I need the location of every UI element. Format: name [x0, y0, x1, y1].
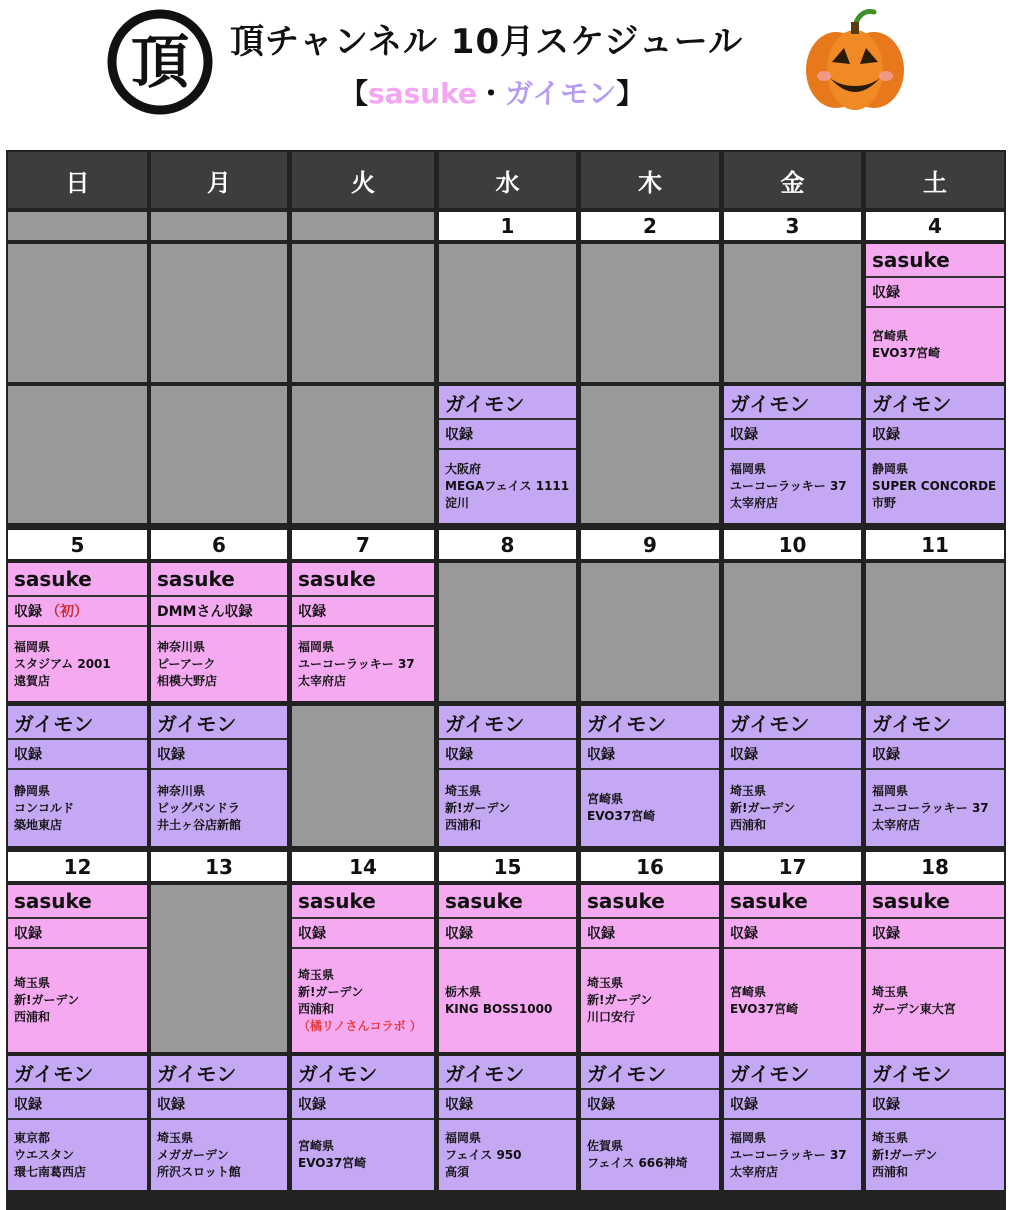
recording-label	[866, 278, 1004, 308]
venue-line: ユーコーラッキー 37	[730, 1147, 847, 1162]
date-cell: 7	[292, 530, 434, 559]
recording-label	[581, 740, 719, 770]
performer-name: ガイモン	[866, 386, 1004, 420]
recording-text: 収録	[445, 926, 473, 942]
venue-location	[292, 949, 434, 1052]
venue-line: 西浦和	[445, 817, 482, 832]
empty-slot	[8, 244, 147, 382]
venue-location	[151, 770, 287, 846]
venue-line: EVO37宮崎	[298, 1156, 367, 1170]
venue-line: ウエスタン	[14, 1147, 75, 1162]
collab-note: （橘リノさんコラボ ）	[298, 1018, 422, 1033]
venue-line: 西浦和	[730, 817, 767, 832]
weekday-header: 木	[581, 152, 719, 208]
empty-date-cell	[151, 212, 287, 240]
date-cell: 14	[292, 852, 434, 881]
date-cell: 13	[151, 852, 287, 881]
empty-slot	[439, 563, 576, 701]
venue-location	[8, 1120, 147, 1190]
recording-text: 収録	[157, 747, 185, 763]
empty-slot	[292, 244, 434, 382]
venue-line: 東京都	[14, 1130, 51, 1145]
gaimon-event[interactable]	[866, 386, 1004, 523]
venue-line: 西浦和	[298, 1001, 335, 1016]
performer-name: sasuke	[439, 885, 576, 919]
venue-location	[439, 1120, 576, 1190]
performer-name: ガイモン	[581, 1056, 719, 1090]
recording-text: 収録	[730, 427, 758, 443]
recording-label	[8, 919, 147, 949]
event-card	[292, 563, 434, 701]
performer-name: sasuke	[8, 885, 147, 919]
empty-slot	[581, 386, 719, 523]
recording-text: 収録	[298, 1097, 326, 1113]
venue-line: メガガーデン	[157, 1147, 229, 1162]
venue-location	[724, 450, 861, 523]
venue-location	[581, 770, 719, 846]
venue-line: EVO37宮崎	[730, 1001, 799, 1016]
performer-name: ガイモン	[8, 1056, 147, 1090]
recording-label	[292, 1090, 434, 1120]
event-card	[724, 885, 861, 1052]
venue-location	[581, 1120, 719, 1190]
event-card	[724, 386, 861, 523]
venue-line: 西浦和	[872, 1164, 909, 1179]
venue-line: 太宰府店	[730, 1164, 779, 1179]
date-cell: 5	[8, 530, 147, 559]
performer-name: ガイモン	[439, 706, 576, 740]
gaimon-event[interactable]	[581, 706, 719, 846]
date-cell: 11	[866, 530, 1004, 559]
event-card	[439, 885, 576, 1052]
subtitle-separator: ・	[477, 77, 506, 110]
venue-location	[724, 1120, 861, 1190]
performer-name: sasuke	[866, 885, 1004, 919]
venue-line: 遠賀店	[14, 673, 51, 688]
recording-text: 収録	[14, 1097, 42, 1113]
venue-line: ユーコーラッキー 37	[298, 656, 415, 671]
venue-line: 太宰府店	[872, 817, 921, 832]
event-card	[292, 1056, 434, 1190]
subtitle-sasuke: sasuke	[368, 77, 478, 110]
event-card	[292, 885, 434, 1052]
venue-location	[581, 949, 719, 1052]
recording-text: 収録	[730, 1097, 758, 1113]
venue-line: 埼玉県	[730, 783, 767, 798]
empty-slot	[581, 563, 719, 701]
performer-name: ガイモン	[151, 1056, 287, 1090]
empty-slot	[151, 244, 287, 382]
venue-line: 新!ガーデン	[445, 800, 511, 815]
empty-slot	[581, 244, 719, 382]
gaimon-event[interactable]	[866, 1056, 1004, 1190]
event-card	[151, 706, 287, 846]
recording-text: 収録	[298, 604, 326, 620]
empty-slot	[866, 563, 1004, 701]
event-card	[439, 706, 576, 846]
performer-name: ガイモン	[866, 706, 1004, 740]
recording-text: 収録	[587, 1097, 615, 1113]
venue-line: 新!ガーデン	[587, 993, 653, 1007]
performer-name: ガイモン	[724, 1056, 861, 1090]
recording-label	[8, 1090, 147, 1120]
weekday-header: 水	[439, 152, 576, 208]
sasuke-event[interactable]	[292, 563, 434, 701]
date-cell: 16	[581, 852, 719, 881]
event-card	[866, 1056, 1004, 1190]
performer-name: ガイモン	[724, 386, 861, 420]
event-card	[8, 706, 147, 846]
gaimon-event[interactable]	[439, 1056, 576, 1190]
event-card	[866, 885, 1004, 1052]
venue-line: 栃木県	[445, 984, 482, 999]
venue-line: 福岡県	[872, 783, 909, 798]
date-cell: 1	[439, 212, 576, 240]
sasuke-event[interactable]	[292, 885, 434, 1052]
recording-label	[866, 1090, 1004, 1120]
empty-slot	[151, 386, 287, 523]
performer-name: sasuke	[292, 885, 434, 919]
venue-location	[866, 949, 1004, 1052]
venue-line: 福岡県	[730, 462, 767, 476]
performer-name: ガイモン	[439, 386, 576, 420]
venue-location	[151, 627, 287, 701]
sasuke-event[interactable]	[439, 885, 576, 1052]
performer-name: sasuke	[581, 885, 719, 919]
event-card	[8, 563, 147, 701]
empty-date-cell	[8, 212, 147, 240]
sasuke-event[interactable]	[581, 885, 719, 1052]
recording-label	[439, 740, 576, 770]
performer-name: sasuke	[866, 244, 1004, 278]
calendar-grid	[6, 150, 1006, 1210]
date-cell: 2	[581, 212, 719, 240]
venue-line: 太宰府店	[730, 496, 779, 510]
schedule-header	[0, 0, 1014, 140]
venue-line: 太宰府店	[298, 673, 347, 688]
recording-text: 収録	[14, 604, 42, 620]
event-card	[8, 885, 147, 1052]
venue-location	[8, 627, 147, 701]
recording-label	[724, 1090, 861, 1120]
recording-label	[439, 919, 576, 949]
empty-slot	[151, 885, 287, 1052]
event-card	[439, 386, 576, 523]
page-subtitle	[340, 72, 644, 112]
venue-line: 佐賀県	[587, 1139, 624, 1153]
venue-location	[724, 949, 861, 1052]
recording-label	[292, 597, 434, 627]
venue-line: 築地東店	[14, 817, 63, 832]
recording-text: 収録	[14, 747, 42, 763]
event-card	[581, 1056, 719, 1190]
recording-label	[151, 597, 287, 627]
recording-label	[8, 740, 147, 770]
recording-text: 収録	[872, 747, 900, 763]
venue-line: ガーデン東大宮	[872, 1001, 956, 1016]
venue-line: コンコルド	[14, 800, 75, 815]
venue-line: 川口安行	[587, 1010, 636, 1024]
performer-name: ガイモン	[866, 1056, 1004, 1090]
venue-line: 埼玉県	[14, 976, 51, 990]
venue-line: 西浦和	[14, 1010, 51, 1024]
event-card	[581, 885, 719, 1052]
recording-text: 収録	[445, 427, 473, 443]
sasuke-event[interactable]	[866, 244, 1004, 382]
venue-line: 宮崎県	[872, 329, 909, 343]
venue-line: 相模大野店	[157, 673, 218, 688]
recording-label	[866, 919, 1004, 949]
venue-location	[866, 770, 1004, 846]
event-card	[866, 706, 1004, 846]
performer-name: sasuke	[724, 885, 861, 919]
recording-label	[439, 420, 576, 450]
subtitle-gaimon: ガイモン	[505, 77, 617, 110]
venue-line: 福岡県	[730, 1130, 767, 1145]
gaimon-event[interactable]	[724, 386, 861, 523]
empty-slot	[724, 244, 861, 382]
empty-slot	[724, 563, 861, 701]
venue-line: 埼玉県	[157, 1130, 194, 1145]
gaimon-event[interactable]	[581, 1056, 719, 1190]
venue-line: ユーコーラッキー 37	[872, 800, 989, 815]
venue-line: MEGAフェイス 1111	[445, 479, 570, 493]
recording-note: （初）	[46, 604, 88, 620]
empty-slot	[8, 386, 147, 523]
date-cell: 3	[724, 212, 861, 240]
recording-text: 収録	[587, 747, 615, 763]
event-card	[151, 1056, 287, 1190]
recording-text: 収録	[730, 747, 758, 763]
weekday-header: 月	[151, 152, 287, 208]
venue-line: 井土ヶ谷店新館	[157, 817, 242, 832]
recording-text: 収録	[445, 747, 473, 763]
venue-line: EVO37宮崎	[587, 809, 656, 823]
recording-label	[439, 1090, 576, 1120]
performer-name: ガイモン	[581, 706, 719, 740]
venue-line: フェイス 950	[445, 1147, 522, 1162]
performer-name: sasuke	[151, 563, 287, 597]
logo-glyph: 頂	[130, 28, 190, 96]
venue-line: 埼玉県	[587, 976, 624, 990]
event-card	[724, 706, 861, 846]
venue-line: 宮崎県	[587, 792, 624, 806]
recording-label	[724, 740, 861, 770]
venue-line: 福岡県	[298, 639, 335, 654]
venue-location	[724, 770, 861, 846]
date-cell: 17	[724, 852, 861, 881]
subtitle-bracket-close: 】	[616, 77, 645, 110]
event-card	[581, 706, 719, 846]
venue-line: 埼玉県	[872, 1130, 909, 1145]
sasuke-event[interactable]	[8, 563, 147, 701]
recording-label	[581, 1090, 719, 1120]
performer-name: ガイモン	[724, 706, 861, 740]
date-cell: 15	[439, 852, 576, 881]
venue-line: 静岡県	[872, 462, 909, 476]
venue-location	[439, 770, 576, 846]
empty-slot	[439, 244, 576, 382]
venue-location	[439, 450, 576, 523]
date-cell: 18	[866, 852, 1004, 881]
event-card	[866, 244, 1004, 382]
sasuke-event[interactable]	[724, 885, 861, 1052]
venue-line: スタジアム 2001	[14, 656, 111, 671]
event-card	[439, 1056, 576, 1190]
venue-line: 埼玉県	[298, 967, 335, 982]
empty-slot	[292, 386, 434, 523]
empty-slot	[292, 706, 434, 846]
date-cell: 12	[8, 852, 147, 881]
venue-line: 環七南葛西店	[14, 1164, 87, 1179]
recording-text: DMMさん収録	[157, 604, 253, 620]
recording-label	[724, 420, 861, 450]
recording-text: 収録	[872, 285, 900, 301]
page-title: 頂チャンネル 10月スケジュール	[230, 22, 744, 62]
venue-line: 宮崎県	[730, 984, 767, 999]
venue-line: EVO37宮崎	[872, 346, 941, 360]
venue-line: KING BOSS1000	[445, 1001, 553, 1016]
subtitle-bracket-open: 【	[340, 77, 369, 110]
date-cell: 8	[439, 530, 576, 559]
venue-location	[866, 450, 1004, 523]
venue-line: 福岡県	[14, 639, 51, 654]
gaimon-event[interactable]	[724, 1056, 861, 1190]
event-card	[866, 386, 1004, 523]
event-card	[724, 1056, 861, 1190]
performer-name: ガイモン	[439, 1056, 576, 1090]
gaimon-event[interactable]	[439, 386, 576, 523]
gaimon-event[interactable]	[151, 706, 287, 846]
venue-line: 淀川	[445, 496, 470, 510]
venue-line: 埼玉県	[872, 984, 909, 999]
recording-text: 収録	[587, 926, 615, 942]
venue-line: 大阪府	[445, 462, 482, 476]
event-card	[8, 1056, 147, 1190]
venue-line: 新!ガーデン	[730, 800, 796, 815]
gaimon-event[interactable]	[151, 1056, 287, 1190]
performer-name: sasuke	[292, 563, 434, 597]
gaimon-event[interactable]	[8, 706, 147, 846]
sasuke-event[interactable]	[151, 563, 287, 701]
venue-line: SUPER CONCORDE	[872, 479, 997, 493]
venue-line: 埼玉県	[445, 783, 482, 798]
weekday-header: 火	[292, 152, 434, 208]
sasuke-event[interactable]	[866, 885, 1004, 1052]
venue-location	[292, 627, 434, 701]
recording-text: 収録	[298, 926, 326, 942]
recording-label	[581, 919, 719, 949]
recording-label	[8, 597, 147, 627]
venue-line: ピーアーク	[157, 656, 216, 671]
date-cell: 6	[151, 530, 287, 559]
venue-line: 静岡県	[14, 783, 51, 798]
recording-text: 収録	[872, 926, 900, 942]
venue-location	[292, 1120, 434, 1190]
recording-label	[866, 420, 1004, 450]
weekday-header: 日	[8, 152, 147, 208]
itadaki-logo-icon	[104, 6, 216, 118]
venue-line: 高須	[445, 1164, 470, 1179]
recording-text: 収録	[730, 926, 758, 942]
recording-text: 収録	[872, 1097, 900, 1113]
venue-line: ユーコーラッキー 37	[730, 479, 847, 493]
venue-location	[866, 308, 1004, 382]
weekday-header: 金	[724, 152, 861, 208]
venue-line: フェイス 666神埼	[587, 1156, 688, 1170]
recording-label	[292, 919, 434, 949]
gaimon-event[interactable]	[724, 706, 861, 846]
venue-line: 神奈川県	[157, 639, 206, 654]
gaimon-event[interactable]	[292, 1056, 434, 1190]
halloween-pumpkin-icon	[800, 6, 910, 116]
recording-label	[151, 740, 287, 770]
recording-text: 収録	[157, 1097, 185, 1113]
recording-label	[724, 919, 861, 949]
venue-location	[8, 770, 147, 846]
venue-line: 新!ガーデン	[298, 984, 364, 999]
weekday-header: 土	[866, 152, 1004, 208]
gaimon-event[interactable]	[439, 706, 576, 846]
venue-location	[439, 949, 576, 1052]
recording-text: 収録	[872, 427, 900, 443]
venue-line: 神奈川県	[157, 783, 206, 798]
venue-line: 新!ガーデン	[872, 1147, 938, 1162]
performer-name: sasuke	[8, 563, 147, 597]
venue-location	[866, 1120, 1004, 1190]
performer-name: ガイモン	[8, 706, 147, 740]
date-cell: 9	[581, 530, 719, 559]
venue-line: 所沢スロット館	[157, 1164, 241, 1179]
venue-line: 福岡県	[445, 1130, 482, 1145]
venue-line: ビッグパンドラ	[157, 800, 240, 815]
date-cell: 10	[724, 530, 861, 559]
performer-name: ガイモン	[292, 1056, 434, 1090]
venue-location	[8, 949, 147, 1052]
recording-label	[151, 1090, 287, 1120]
recording-label	[866, 740, 1004, 770]
event-card	[151, 563, 287, 701]
recording-text: 収録	[14, 926, 42, 942]
venue-location	[151, 1120, 287, 1190]
date-cell: 4	[866, 212, 1004, 240]
empty-date-cell	[292, 212, 434, 240]
recording-text: 収録	[445, 1097, 473, 1113]
venue-line: 新!ガーデン	[14, 993, 80, 1007]
gaimon-event[interactable]	[8, 1056, 147, 1190]
performer-name: ガイモン	[151, 706, 287, 740]
venue-line: 市野	[872, 496, 897, 510]
sasuke-event[interactable]	[8, 885, 147, 1052]
venue-line: 宮崎県	[298, 1139, 335, 1153]
gaimon-event[interactable]	[866, 706, 1004, 846]
